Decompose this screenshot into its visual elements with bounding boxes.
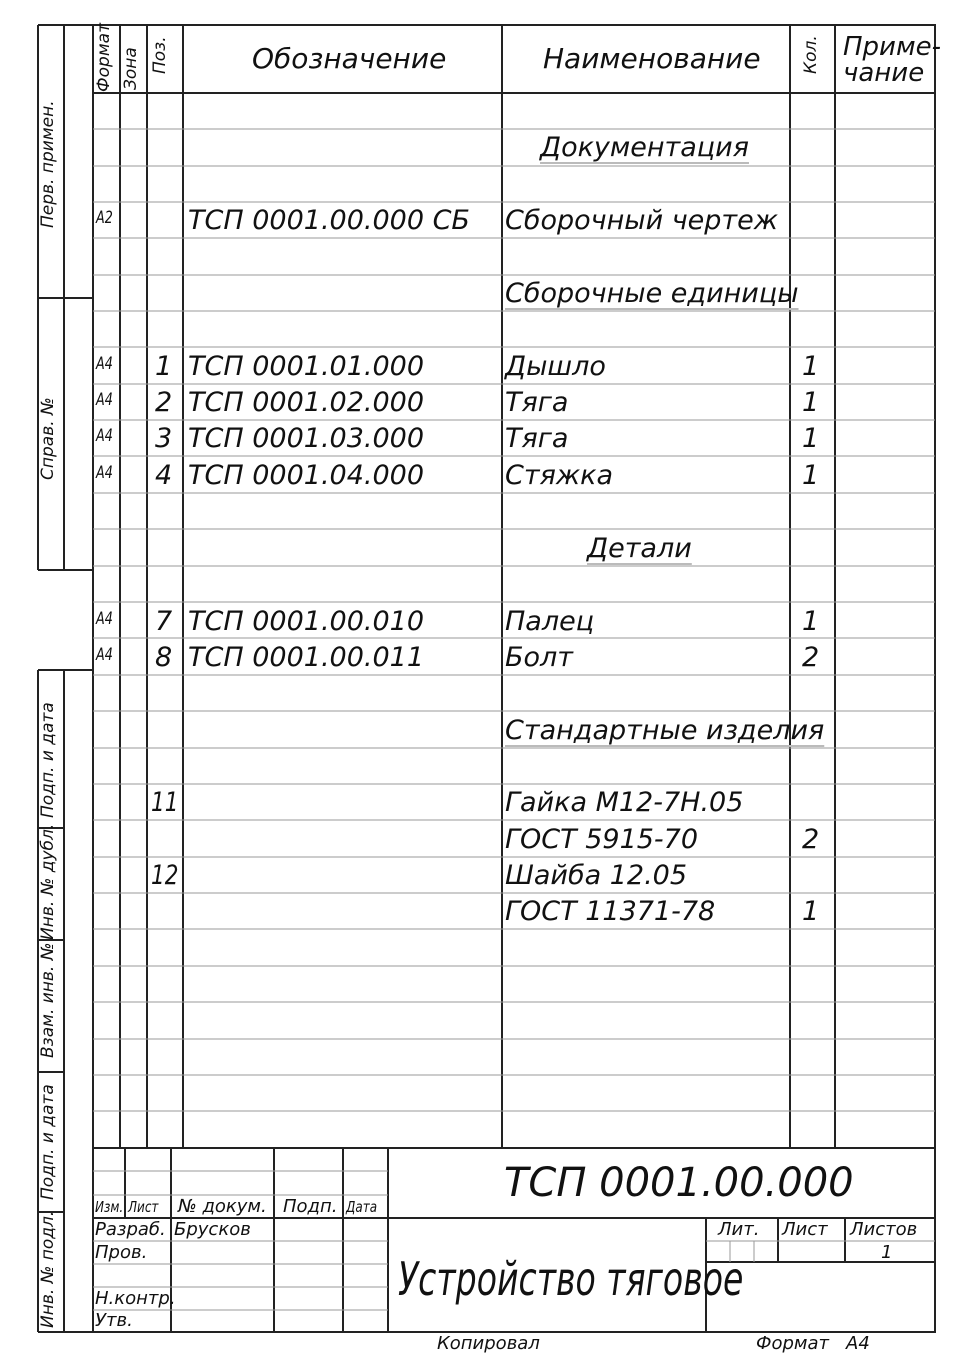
row-pos: 1: [155, 351, 173, 382]
row-designation: ТСП 0001.00.011: [188, 642, 424, 673]
row-pos: 8: [155, 642, 173, 673]
row-qty: 2: [802, 642, 820, 673]
row-pos: 12: [151, 860, 179, 891]
side-label-podp-data-2: Подп. и дата: [38, 1084, 58, 1200]
row-qty: 2: [802, 824, 820, 855]
row-format: A4: [96, 609, 113, 629]
tb-doc-number: ТСП 0001.00.000: [504, 1160, 854, 1206]
side-label-perv-primen: Перв. примен.: [38, 100, 58, 228]
row-format: A4: [96, 645, 113, 665]
row-designation: ТСП 0001.00.000 СБ: [188, 205, 470, 236]
row-name: Стяжка: [505, 460, 613, 491]
row-pos: 11: [151, 787, 179, 818]
row-qty: 1: [802, 423, 820, 454]
row-name: Палец: [505, 606, 595, 637]
header-format: Формат: [94, 23, 114, 92]
row-name: Гайка М12-7Н.05: [505, 787, 744, 818]
row-designation: ТСП 0001.01.000: [188, 351, 424, 382]
section-standard-items: Стандартные изделия: [505, 715, 825, 746]
row-format: A4: [96, 463, 113, 483]
row-pos: 3: [155, 423, 173, 454]
row-name: Тяга: [505, 423, 569, 454]
section-details: Детали: [587, 533, 692, 564]
row-name: Тяга: [505, 387, 569, 418]
row-qty: 1: [802, 387, 820, 418]
header-designation: Обозначение: [252, 42, 447, 75]
side-label-podp-data-1: Подп. и дата: [38, 702, 58, 818]
row-pos: 2: [155, 387, 173, 418]
row-qty: 1: [802, 606, 820, 637]
row-format: A4: [96, 390, 113, 410]
tb-list-label: Лист: [782, 1219, 828, 1240]
tb-lit: Лит.: [718, 1219, 760, 1240]
side-label-vzam-inv: Взам. инв. №: [38, 942, 58, 1058]
row-designation: ТСП 0001.00.010: [188, 606, 424, 637]
header-note-line2: чание: [843, 58, 925, 88]
tb-izm: Изм.: [95, 1198, 124, 1216]
header-note-line1: Приме-: [843, 32, 941, 62]
tb-podp: Подп.: [283, 1196, 338, 1217]
side-label-sprav-no: Справ. №: [38, 397, 58, 480]
row-designation: ТСП 0001.03.000: [188, 423, 424, 454]
tb-listov: Листов: [850, 1219, 918, 1240]
footer-copied: Копировал: [437, 1333, 540, 1354]
header-zone: Зона: [121, 47, 141, 90]
row-pos: 4: [155, 460, 173, 491]
tb-no-dokum: № докум.: [178, 1196, 267, 1217]
side-label-inv-podl: Инв. № подл.: [38, 1210, 58, 1328]
row-format: A2: [96, 208, 113, 228]
tb-utv: Утв.: [95, 1310, 133, 1331]
header-pos: Поз.: [150, 36, 170, 74]
row-name: ГОСТ 11371-78: [505, 896, 716, 927]
row-name: Шайба 12.05: [505, 860, 688, 891]
tb-title: Устройство тяговое: [398, 1252, 744, 1306]
row-designation: ТСП 0001.02.000: [188, 387, 424, 418]
row-name: ГОСТ 5915-70: [505, 824, 699, 855]
row-pos: 7: [155, 606, 173, 637]
tb-data: Дата: [346, 1198, 378, 1216]
row-name: Сборочный чертеж: [505, 205, 779, 236]
header-name: Наименование: [543, 42, 761, 75]
row-qty: 1: [802, 896, 820, 927]
tb-razrab: Разраб.: [95, 1219, 166, 1240]
row-name: Дышло: [505, 351, 606, 382]
section-assembly-units: Сборочные единицы: [505, 278, 799, 309]
row-name: Болт: [505, 642, 574, 673]
tb-razrab-name: Брусков: [174, 1219, 251, 1240]
section-documentation: Документация: [540, 132, 749, 163]
row-qty: 1: [802, 351, 820, 382]
row-format: A4: [96, 354, 113, 374]
tb-nkontr: Н.контр.: [95, 1288, 176, 1309]
tb-listov-value: 1: [881, 1242, 893, 1263]
row-designation: ТСП 0001.04.000: [188, 460, 424, 491]
header-qty: Кол.: [801, 35, 821, 74]
tb-prov: Пров.: [95, 1242, 148, 1263]
row-qty: 1: [802, 460, 820, 491]
row-format: A4: [96, 426, 113, 446]
footer-format-label: Формат: [756, 1333, 830, 1354]
tb-list: Лист: [128, 1198, 159, 1216]
footer-format-value: А4: [846, 1333, 870, 1354]
side-label-inv-dubl: Инв. № дубл.: [38, 823, 58, 940]
